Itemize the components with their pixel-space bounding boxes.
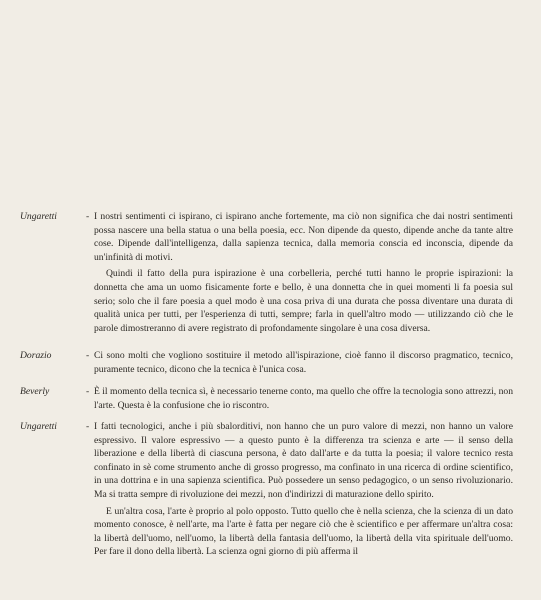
paragraph: I nostri sentimenti ci ispirano, ci ispirano anche fortemente, ma ciò non significa che dai nostri sentimenti possa nascere una bella statua o una bella poesia, ecc. Non dipende da questo, dipende anche da tante altre cose. Dipende dall'intelligenza, dalla sapienza tecnica, dalla memoria conscia ed inconscia, dipende da un'infinità di motivi. xyxy=(94,211,513,263)
paragraph: Ci sono molti che vogliono sostituire il metodo all'ispirazione, cioè fanno il discorso pragmatico, tecnico, puramente tecnico, dicono che la tecnica è l'unica cosa. xyxy=(94,350,513,375)
entry-text xyxy=(94,210,513,335)
paragraph: I fatti tecnologici, anche i più sbalorditivi, non hanno che un puro valore di mezzi, non hanno un valore espressivo. Il valore espressivo — a questo punto è la differenza tra scienza e arte — il senso della liberazione e della libertà di ciascuna persona, è dato dall'arte e da tutta la poesia; il valore tecnico resta confinato in sè come strumento anche di grosso progresso, ma confinato in una ricerca di ordine scientifico, in una dottrina e in una sapienza scientifica. Può possedere un senso pedagogico, o un senso rivoluzionario. Ma si tratta sempre di rivoluzione dei mezzi, non d'indirizzi di maturazione dello spirito. xyxy=(94,421,513,500)
paragraph: È il momento della tecnica sì, è necessario tenerne conto, ma quello che offre la tecnologia sono attrezzi, non l'arte. Questa è la confusione che io riscontro. xyxy=(94,386,513,411)
speaker-dash: - xyxy=(86,386,90,397)
speaker-dash: - xyxy=(86,211,90,222)
entry-text xyxy=(94,420,513,559)
paragraph: Quindi il fatto della pura ispirazione è una corbelleria, perché tutti hanno le proprie ispirazioni: la donnetta che ama un uomo fisicamente forte e bello, è una donnetta che in quei momenti li fa poesia sul serio; solo che il fare poesia a quel modo è una cosa priva di una durata che possa diventare una durata di qualità unica per tutti, per l'esperienza di tutti, sempre; farla in quell'altro modo — utilizzando ciò che le parole dimostreranno di avere registrato di profondamente singolare è una cosa diversa. xyxy=(94,268,513,334)
speaker-name: Ungaretti xyxy=(20,211,57,222)
entry-text xyxy=(94,349,513,376)
speaker-name: Ungaretti xyxy=(20,421,57,432)
speaker-dash: - xyxy=(86,350,90,361)
speaker-dash: - xyxy=(86,421,90,432)
speaker-name: Dorazio xyxy=(20,350,52,361)
entry-text xyxy=(94,385,513,412)
paragraph: E un'altra cosa, l'arte è proprio al polo opposto. Tutto quello che è nella scienza, che la scienza di un dato momento conosce, è nell'arte, ma l'arte è fatta per negare ciò che è scientifico e per affermare un'altra cosa: la libertà dell'uomo, nell'uomo, la libertà della fantasia dell'uomo, la libertà della vita spirituale dell'uomo. Per fare il dono della libertà. La scienza ogni giorno di più afferma il xyxy=(94,505,513,558)
speaker-name: Beverly xyxy=(20,386,50,397)
